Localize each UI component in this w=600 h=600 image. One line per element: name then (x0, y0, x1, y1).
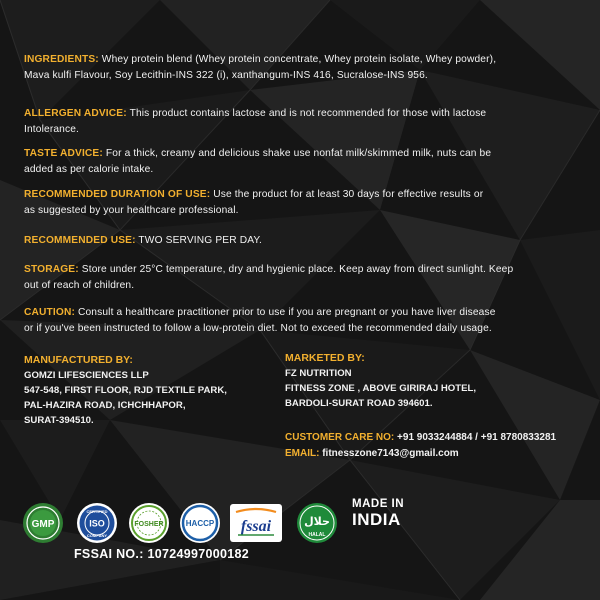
halal-badge-script: حلال (304, 515, 330, 528)
caution-text-line2: or if you've been instructed to follow a low-protein diet. Not to exceed the recommended daily usage. (24, 323, 492, 334)
taste-text-line2: added as per calorie intake. (24, 164, 154, 175)
contact-block (285, 430, 595, 462)
duration-label: RECOMMENDED DURATION OF USE: (24, 189, 211, 200)
caution-text-line1: Consult a healthcare practitioner prior to use if you are pregnant or you have liver disease (75, 307, 496, 318)
recommended-use-section (24, 233, 580, 249)
marketer-address-line1: FITNESS ZONE , ABOVE GIRIRAJ HOTEL, (285, 383, 477, 394)
fosher-badge-icon (128, 502, 170, 544)
ingredients-label: INGREDIENTS: (24, 54, 99, 65)
storage-label: STORAGE: (24, 264, 79, 275)
iso-badge-bottom-text: COMPANY (86, 533, 108, 538)
haccp-badge-icon (179, 502, 221, 544)
allergen-section (24, 106, 580, 138)
storage-text-line1: Store under 25°C temperature, dry and hygienic place. Keep away from direct sunlight. Keep (78, 264, 514, 275)
manufacturer-name: GOMZI LIFESCIENCES LLP (24, 370, 149, 381)
gmp-badge-icon (22, 502, 64, 544)
storage-text-line2: out of reach of children. (24, 280, 135, 291)
allergen-label: ALLERGEN ADVICE: (24, 108, 127, 119)
marketed-by-label: MARKETED BY: (285, 352, 365, 364)
caution-label: CAUTION: (24, 307, 75, 318)
manufactured-by-label: MANUFACTURED BY: (24, 354, 133, 366)
halal-badge-text: HALAL (308, 532, 326, 538)
gmp-badge-text: GMP (31, 519, 55, 530)
ingredients-text-line2: Mava kulfi Flavour, Soy Lecithin-INS 322 (i), xanthangum-INS 416, Sucralose-INS 956. (24, 70, 428, 81)
manufacturer-address-line3: SURAT-394510. (24, 415, 94, 426)
marketer-name: FZ NUTRITION (285, 368, 352, 379)
india-text: INDIA (352, 510, 401, 529)
iso-badge-icon (76, 502, 118, 544)
iso-badge-text: ISO (89, 518, 105, 529)
email-address: fitnesszone7143@gmail.com (319, 448, 459, 459)
ingredients-text-line1: Whey protein blend (Whey protein concentrate, Whey protein isolate, Whey powder), (98, 54, 497, 65)
fosher-badge-text: FOSHER (134, 521, 164, 528)
manufacturer-address-line1: 547-548, FIRST FLOOR, RJD TEXTILE PARK, (24, 385, 227, 396)
manufacturer-address-line2: PAL-HAZIRA ROAD, ICHCHHAPOR, (24, 400, 186, 411)
halal-badge-icon (296, 502, 338, 544)
marketed-by-block (285, 351, 585, 411)
haccp-badge-text: HACCP (185, 519, 215, 528)
fssai-number: FSSAI NO.: 10724997000182 (74, 547, 249, 561)
duration-text-line1: Use the product for at least 30 days for effective results or (210, 189, 484, 200)
manufactured-by-block (24, 353, 274, 428)
customer-care-line (285, 430, 595, 446)
taste-label: TASTE ADVICE: (24, 148, 103, 159)
email-label: EMAIL: (285, 448, 320, 459)
email-line (285, 446, 595, 462)
customer-care-label: CUSTOMER CARE NO: (285, 432, 395, 443)
ingredients-section (24, 52, 580, 84)
made-in-india (352, 498, 404, 529)
fssai-logo-text: fssai (240, 518, 272, 535)
allergen-text-line1: This product contains lactose and is not recommended for those with lactose (126, 108, 487, 119)
iso-badge-top-text: CERTIFIED (86, 509, 108, 514)
allergen-text-line2: Intolerance. (24, 124, 80, 135)
storage-section (24, 262, 580, 294)
recommended-use-label: RECOMMENDED USE: (24, 235, 136, 246)
marketer-address-line2: BARDOLI-SURAT ROAD 394601. (285, 398, 433, 409)
recommended-use-text: TWO SERVING PER DAY. (135, 235, 263, 246)
duration-section (24, 187, 580, 219)
taste-text-line1: For a thick, creamy and delicious shake use nonfat milk/skimmed milk, nuts can be (102, 148, 492, 159)
fssai-logo-icon (230, 504, 282, 542)
caution-section (24, 305, 580, 337)
duration-text-line2: as suggested by your healthcare professional. (24, 205, 239, 216)
customer-care-number: +91 9033244884 / +91 8780833281 (394, 432, 557, 443)
made-in-text: MADE IN (352, 498, 405, 510)
taste-section (24, 146, 580, 178)
